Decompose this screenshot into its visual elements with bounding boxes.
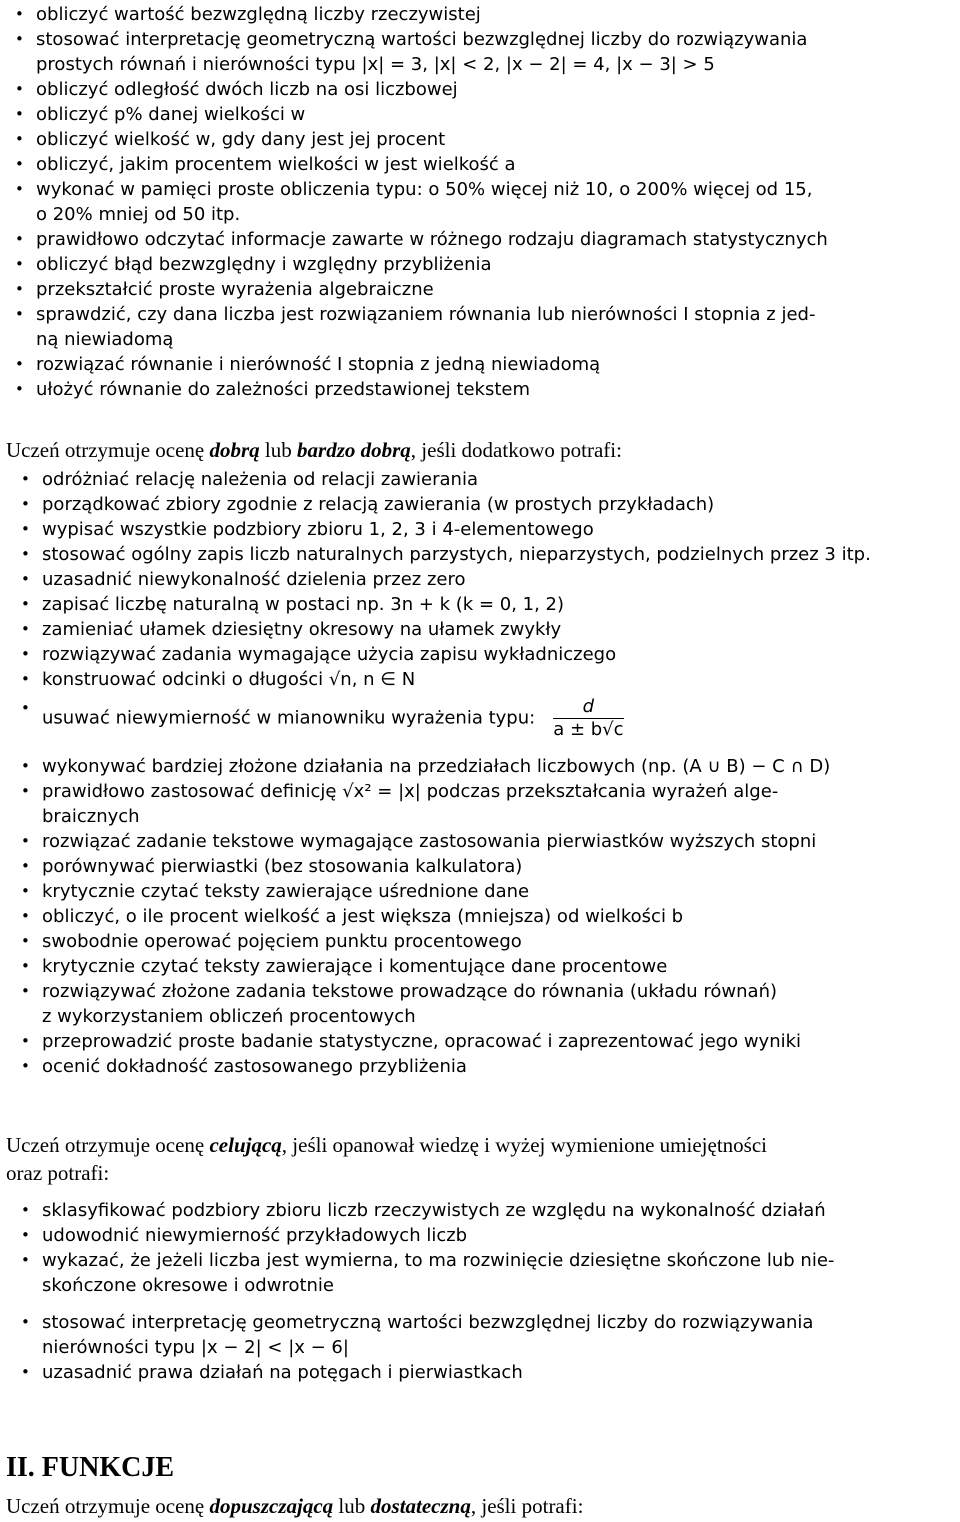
fraction-denominator: a ± b√c [553,719,624,740]
list-item: • obliczyć odległość dwóch liczb na osi liczbowej [15,79,458,100]
bullet-icon: • [21,570,30,588]
list-item: • rozwiązać równanie i nierówność I stopnia z jedną niewiadomą [15,354,601,375]
list-item: • prawidłowo zastosować definicję √x² = |x| podczas przekształcania wyrażeń alge- [21,781,779,802]
list-item: • wypisać wszystkie podzbiory zbioru 1, 2, 3 i 4-elementowego [21,519,594,540]
list-item: • przeprowadzić proste badanie statystyczne, opracować i zaprezentować jego wyniki [21,1031,802,1052]
list-item: • krytycznie czytać teksty zawierające i komentujące dane procentowe [21,956,668,977]
bullet-icon: • [15,80,24,98]
bullet-icon: • [21,1032,30,1050]
requirements-list-basic [0,2,960,402]
list-item: • uzasadnić prawa działań na potęgach i pierwiastkach [21,1362,523,1383]
bullet-icon: • [21,907,30,925]
bullet-icon: • [21,782,30,800]
fraction-numerator: d [553,696,623,719]
list-item: • rozwiązywać zadania wymagające użycia zapisu wykładniczego [21,644,617,665]
list-item: • ocenić dokładność zastosowanego przybliżenia [21,1056,467,1077]
list-item: • obliczyć, jakim procentem wielkości w jest wielkość a [15,154,516,175]
bullet-icon: • [21,520,30,538]
bullet-icon: • [21,957,30,975]
bullet-icon: • [15,5,24,23]
list-item: • obliczyć wielkość w, gdy dany jest jej procent [15,129,446,150]
bullet-icon: • [21,982,30,1000]
list-item: • stosować interpretację geometryczną wartości bezwzględnej liczby do rozwiązywania [15,29,808,50]
list-item: • udowodnić niewymierność przykładowych liczb [21,1225,468,1246]
list-item-fraction: • usuwać niewymierność w mianowniku wyrażenia typu: $\frac{d}{a \pm b√c}$ [21,696,624,740]
bullet-icon: • [15,130,24,148]
bullet-icon: • [15,355,24,373]
list-item: • przekształcić proste wyrażenia algebraiczne [15,279,434,300]
list-item-continuation: o 20% mniej od 50 itp. [36,204,241,225]
bullet-icon: • [15,105,24,123]
list-item: • odróżniać relację należenia od relacji zawierania [21,469,478,490]
list-item: • rozwiązać zadanie tekstowe wymagające zastosowania pierwiastków wyższych stopni [21,831,817,852]
bullet-icon: • [21,699,30,717]
bullet-icon: • [21,757,30,775]
requirements-list-good [6,467,960,1079]
bullet-icon: • [21,595,30,613]
list-item-continuation: braicznych [42,806,140,827]
list-item: • wykonać w pamięci proste obliczenia typu: o 50% więcej niż 10, o 200% więcej od 15, [15,179,813,200]
bullet-icon: • [15,230,24,248]
list-item: • konstruować odcinki o długości √n, n ∈ N [21,669,416,690]
list-item-continuation: prostych równań i nierówności typu |x| = 3, |x| < 2, |x − 2| = 4, |x − 3| > 5 [36,54,715,75]
list-item: • stosować interpretację geometryczną wartości bezwzględnej liczby do rozwiązywania [21,1312,814,1333]
bullet-icon: • [21,620,30,638]
bullet-icon: • [21,832,30,850]
list-item: • krytycznie czytać teksty zawierające uśrednione dane [21,881,530,902]
list-item: • porządkować zbiory zgodnie z relacją zawierania (w prostych przykładach) [21,494,715,515]
bullet-icon: • [15,180,24,198]
list-item: • uzasadnić niewykonalność dzielenia przez zero [21,569,466,590]
list-item: • wykazać, że jeżeli liczba jest wymierna, to ma rozwinięcie dziesiętne skończone lub nie- [21,1250,835,1271]
bullet-icon: • [15,280,24,298]
bullet-icon: • [21,1363,30,1381]
bullet-icon: • [21,882,30,900]
bullet-icon: • [21,645,30,663]
bullet-icon: • [15,255,24,273]
bullet-icon: • [15,380,24,398]
list-item: • prawidłowo odczytać informacje zawarte w różnego rodzaju diagramach statystycznych [15,229,828,250]
bullet-icon: • [15,305,24,323]
bullet-icon: • [21,1313,30,1331]
bullet-icon: • [21,1226,30,1244]
requirements-list-excellent [6,1198,960,1385]
grade-heading-basic: Uczeń otrzymuje ocenę dopuszczającą lub dostateczną, jeśli potrafi: [6,1494,584,1518]
list-item: • obliczyć wartość bezwzględną liczby rzeczywistej [15,4,481,25]
bullet-icon: • [15,155,24,173]
bullet-icon: • [21,932,30,950]
bullet-icon: • [21,670,30,688]
list-item: • obliczyć, o ile procent wielkość a jest większa (mniejsza) od wielkości b [21,906,684,927]
bullet-icon: • [21,1201,30,1219]
bullet-icon: • [21,857,30,875]
list-item: • zamieniać ułamek dziesiętny okresowy na ułamek zwykły [21,619,562,640]
grade-heading-excellent [6,1131,767,1187]
section-title: II. FUNKCJE [6,1452,175,1483]
list-item-continuation: nierówności typu |x − 2| < |x − 6| [42,1337,349,1358]
list-item: • obliczyć błąd bezwzględny i względny przybliżenia [15,254,492,275]
list-item: • ułożyć równanie do zależności przedstawionej tekstem [15,379,530,400]
bullet-icon: • [21,1057,30,1075]
list-item: • swobodnie operować pojęciem punktu procentowego [21,931,522,952]
list-item: • obliczyć p% danej wielkości w [15,104,306,125]
list-item: • wykonywać bardziej złożone działania na przedziałach liczbowych (np. (A ∪ B) − C ∩ D) [21,756,831,777]
bullet-icon: • [21,1251,30,1269]
list-item: • porównywać pierwiastki (bez stosowania kalkulatora) [21,856,523,877]
list-item-continuation: z wykorzystaniem obliczeń procentowych [42,1006,416,1027]
list-item: • stosować ogólny zapis liczb naturalnych parzystych, nieparzystych, podzielnych przez 3 itp. [21,544,871,565]
bullet-icon: • [21,495,30,513]
grade-heading-good: Uczeń otrzymuje ocenę dobrą lub bardzo dobrą, jeśli dodatkowo potrafi: [6,438,622,462]
heading-line: oraz potrafi: [6,1161,110,1185]
list-item: • zapisać liczbę naturalną w postaci np. 3n + k (k = 0, 1, 2) [21,594,565,615]
bullet-icon: • [21,545,30,563]
list-item-continuation: skończone okresowe i odwrotnie [42,1275,335,1296]
fraction-expression [553,696,623,741]
heading-line: Uczeń otrzymuje ocenę celującą, jeśli opanował wiedzę i wyżej wymienione umiejętności [6,1133,767,1157]
bullet-icon: • [15,30,24,48]
list-item: • sprawdzić, czy dana liczba jest rozwiązaniem równania lub nierówności I stopnia z jed- [15,304,816,325]
list-item: • rozwiązywać złożone zadania tekstowe prowadzące do równania (układu równań) [21,981,778,1002]
list-item-continuation: ną niewiadomą [36,329,174,350]
bullet-icon: • [21,470,30,488]
list-item: • sklasyfikować podzbiory zbioru liczb rzeczywistych ze względu na wykonalność działań [21,1200,826,1221]
